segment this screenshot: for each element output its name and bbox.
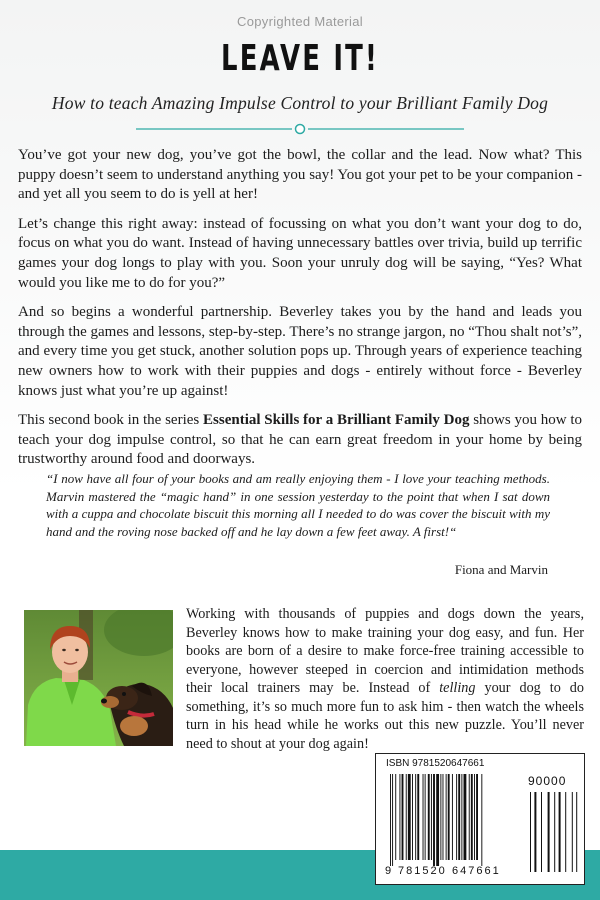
barcode-bar [399, 774, 400, 860]
barcode-bar [395, 774, 396, 860]
barcode-bar [433, 774, 435, 866]
barcode-bar [436, 774, 439, 866]
barcode-bar [408, 774, 411, 860]
author-with-dog-illustration [24, 610, 173, 746]
addon-bar [565, 792, 566, 872]
barcode-bar [461, 774, 462, 860]
copyright-watermark: Copyrighted Material [237, 14, 363, 29]
barcode-bar [428, 774, 430, 860]
barcode-bar [402, 774, 404, 860]
author-bio [186, 605, 584, 753]
barcode-bar [440, 774, 441, 860]
barcode-bar [474, 774, 475, 860]
barcode-bar [476, 774, 478, 860]
price-code: 90000 [528, 774, 567, 788]
blurb-paragraph-1: You’ve got your new dog, you’ve got the bowl, the collar and the lead. Now what? This puppy doesn’t seem to understand anything you say! You got your pet to be your companion - and yet all you seem to do is yell at her! [18, 147, 582, 203]
addon-bar [576, 792, 577, 872]
paragraph-4-start: This second book in the series [18, 412, 204, 429]
barcode-bar [412, 774, 413, 860]
series-name: Essential Skills for a Brilliant Family Dog [203, 412, 470, 429]
blurb-paragraph-3: And so begins a wonderful partnership. Beverley takes you by the hand and leads you through the games and lessons, step-by-step. There’s no strange jargon, no “Thou shalt not’s”, and every time you get stuck, another solution pops up. Through years of experience teaching new owners how to work with their puppies and dogs - entirely without force - Beverley knows just what you’re up against! [18, 304, 582, 399]
barcode-bar [464, 774, 467, 860]
barcode-bar [406, 774, 407, 860]
barcode-bar [415, 774, 416, 860]
barcode-bar [423, 774, 424, 860]
testimonial-attribution: Fiona and Marvin [454, 562, 548, 577]
blurb-paragraph-4 [18, 411, 582, 470]
blurb-text [18, 146, 582, 480]
barcode-digit-first: 9 [385, 865, 392, 877]
barcode-bar [452, 774, 453, 860]
bio-start: Working with thousands of puppies and dogs down the years, Beverley knows how to make training your dog easy, and fun. Her books are born of a desire to make force-free training accessible to everyone, however steeped in coercion and intimidation methods their local trainers may be. Instead of [186, 606, 584, 696]
addon-bar [572, 792, 573, 872]
barcode-bar [448, 774, 450, 860]
barcode-bar [417, 774, 419, 860]
testimonial-quote: “I now have all four of your books and am really enjoying them - I love your teaching methods. Marvin mastered the “magic hand” in one session yesterday to the point that when I sat down with a cuppa and chocolate biscuit this morning all I needed to do was cover the biscuit with my hand and the roving nose backed off and he lay down a few feet away. A first!“ [46, 471, 550, 539]
addon-bar [534, 792, 536, 872]
barcode-bar [443, 774, 444, 860]
barcode-bar [390, 774, 391, 866]
bio-end: your dog to do something, it’s so much more fun to ask him - then watch the wheels turn in his head while he works out this new puzzle. You’ll never need to shout at your dog again! [186, 680, 584, 752]
barcode-bar [469, 774, 470, 860]
blurb-paragraph-2: Let’s change this right away: instead of focussing on what you don’t want your dog to do, focus on what you do want. Instead of having unnecessary battles over trivia, build up terrific games your dog longs to play with you. Soon your unruly dog will be saying, “Yes? What would you like me to do for you?” [18, 215, 582, 291]
bio-emphasis: telling [439, 680, 476, 696]
book-subtitle: How to teach Amazing Impulse Control to your Brilliant Family Dog [51, 93, 549, 113]
addon-bar [559, 792, 561, 872]
isbn-barcode [375, 753, 585, 885]
addon-bar [541, 792, 542, 872]
barcode-bars [384, 772, 578, 878]
barcode-bar [456, 774, 457, 860]
barcode-digits-right: 647661 [452, 865, 501, 877]
book-title: LEAVE IT! [221, 38, 379, 79]
barcode-bar [431, 774, 432, 860]
barcode-bar [446, 774, 447, 860]
barcode-bar [481, 774, 482, 866]
barcode-bar [458, 774, 460, 860]
addon-bar [548, 792, 550, 872]
barcode-bar [471, 774, 473, 860]
barcode-digits-left: 781520 [398, 865, 447, 877]
barcode-bar [425, 774, 426, 860]
ornamental-divider [136, 123, 464, 135]
addon-bar [554, 792, 555, 872]
barcode-bar [392, 774, 393, 866]
author-photo [24, 610, 173, 746]
paragraph-4-end: shows you how to teach your dog impulse control, so that he can earn great freedom in your home by being trustworthy around food and doorways. [18, 412, 582, 468]
isbn-label: ISBN 9781520647661 [386, 758, 485, 769]
addon-bar [530, 792, 531, 872]
